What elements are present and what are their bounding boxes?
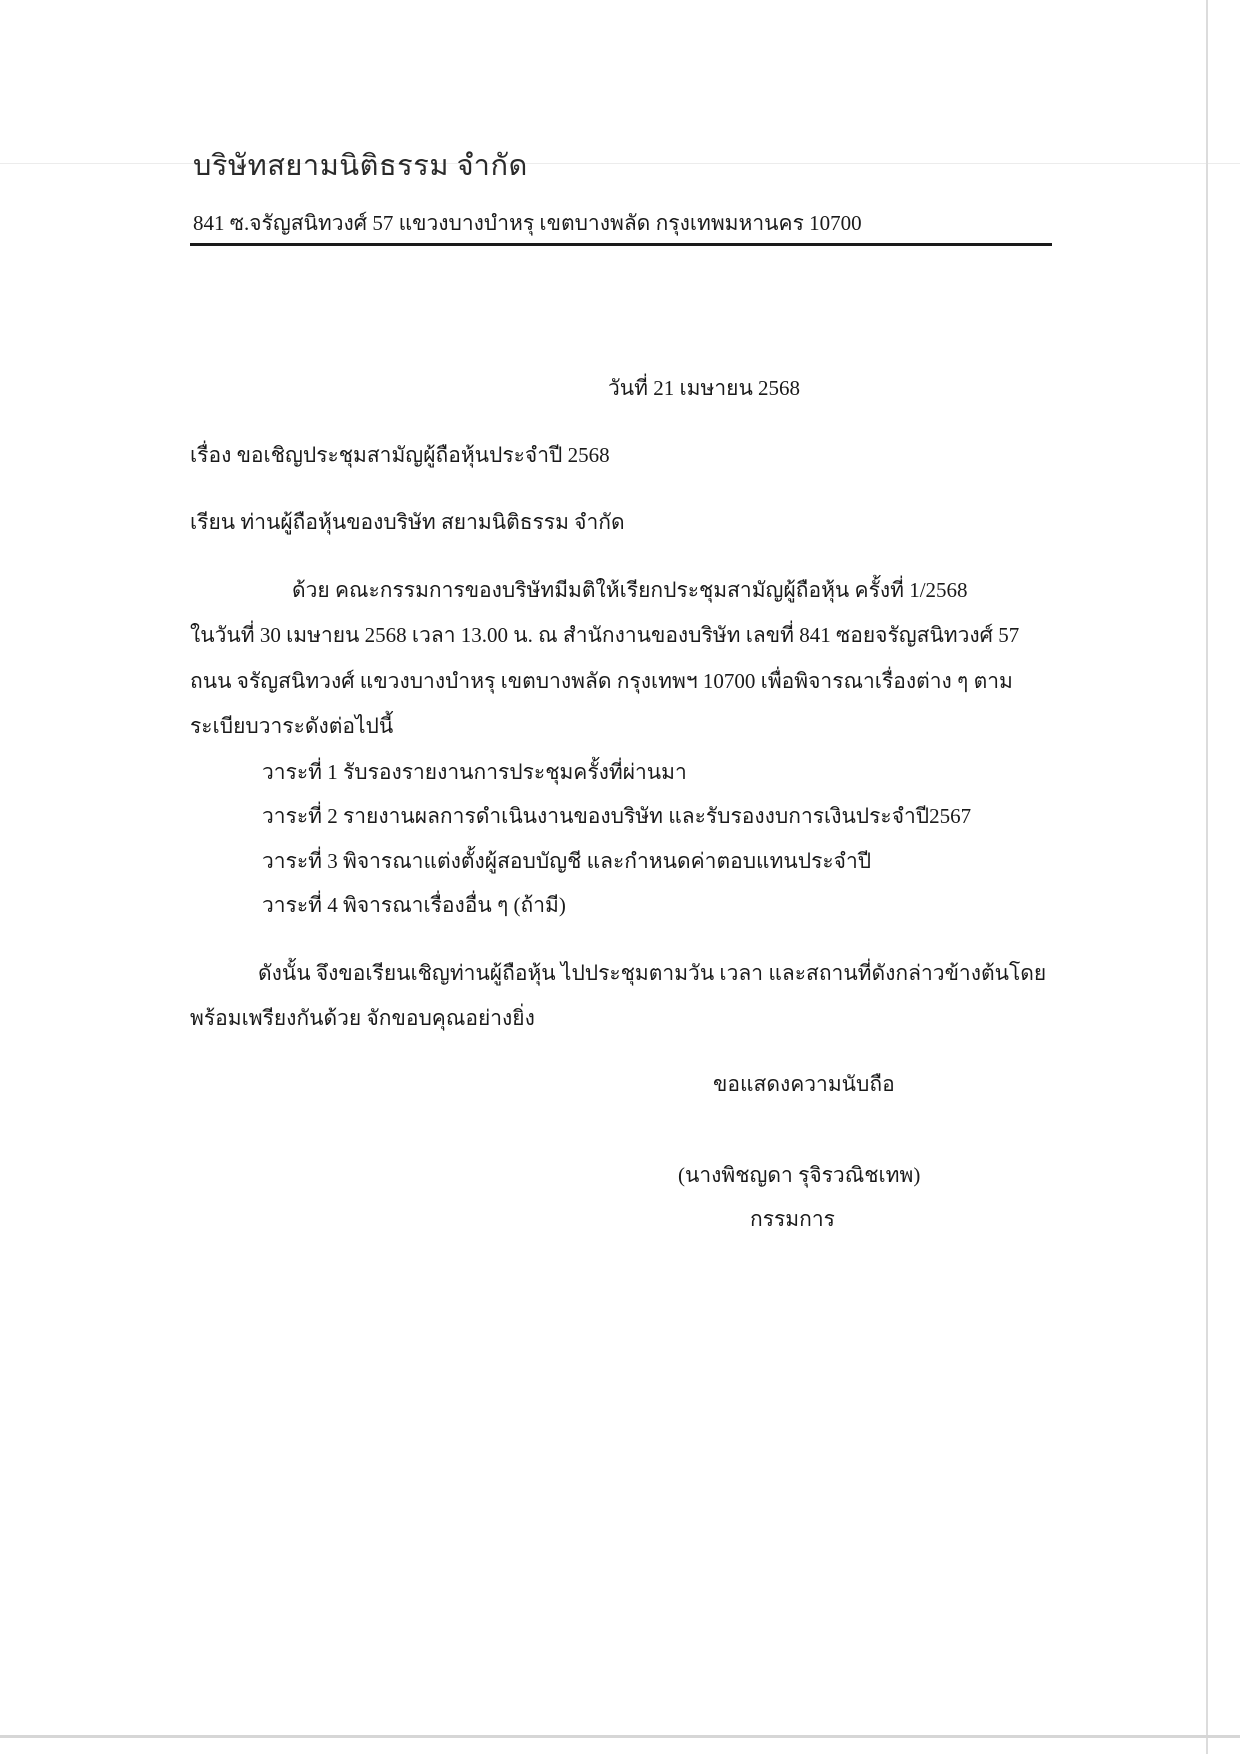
closing-paragraph-line: พร้อมเพรียงกันด้วย จักขอบคุณอย่างยิ่ง (190, 1006, 535, 1030)
letter-recipient: เรียน ท่านผู้ถือหุ้นของบริษัท สยามนิติธรรม จำกัด (190, 510, 625, 534)
company-name: บริษัทสยามนิติธรรม จำกัด (193, 150, 528, 182)
body-paragraph-line: ด้วย คณะกรรมการของบริษัทมีมติให้เรียกประชุมสามัญผู้ถือหุ้น ครั้งที่ 1/2568 (292, 578, 968, 602)
sign-off: ขอแสดงความนับถือ (713, 1072, 895, 1096)
scan-edge-bottom (0, 1735, 1240, 1738)
agenda-item-1: วาระที่ 1 รับรองรายงานการประชุมครั้งที่ผ่านมา (262, 760, 687, 784)
company-address: 841 ซ.จรัญสนิทวงศ์ 57 แขวงบางบำหรุ เขตบางพลัด กรุงเทพมหานคร 10700 (193, 211, 862, 235)
scan-edge-right (1206, 0, 1208, 1754)
agenda-item-4: วาระที่ 4 พิจารณาเรื่องอื่น ๆ (ถ้ามี) (262, 893, 566, 917)
letter-date: วันที่ 21 เมษายน 2568 (608, 376, 801, 400)
agenda-item-2: วาระที่ 2 รายงานผลการดำเนินงานของบริษัท และรับรองงบการเงินประจำปี2567 (262, 804, 972, 828)
letter-subject: เรื่อง ขอเชิญประชุมสามัญผู้ถือหุ้นประจำปี 2568 (190, 443, 610, 467)
signatory-title: กรรมการ (750, 1207, 835, 1231)
body-paragraph-line: ในวันที่ 30 เมษายน 2568 เวลา 13.00 น. ณ สำนักงานของบริษัท เลขที่ 841 ซอยจรัญสนิทวงศ์ 57 (190, 623, 1020, 647)
scan-artifact-line (0, 163, 1240, 164)
body-paragraph-line: ระเบียบวาระดังต่อไปนี้ (190, 714, 394, 738)
body-paragraph-line: ถนน จรัญสนิทวงศ์ แขวงบางบำหรุ เขตบางพลัด กรุงเทพฯ 10700 เพื่อพิจารณาเรื่องต่าง ๆ ตาม (190, 669, 1013, 693)
closing-paragraph-line: ดังนั้น จึงขอเรียนเชิญท่านผู้ถือหุ้น ไปประชุมตามวัน เวลา และสถานที่ดังกล่าวข้างต้นโดย (258, 961, 1047, 985)
signatory-name: (นางพิชญดา รุจิรวณิชเทพ) (678, 1163, 921, 1187)
letterhead-divider (190, 243, 1052, 246)
agenda-item-3: วาระที่ 3 พิจารณาแต่งตั้งผู้สอบบัญชี และกำหนดค่าตอบแทนประจำปี (262, 849, 872, 873)
